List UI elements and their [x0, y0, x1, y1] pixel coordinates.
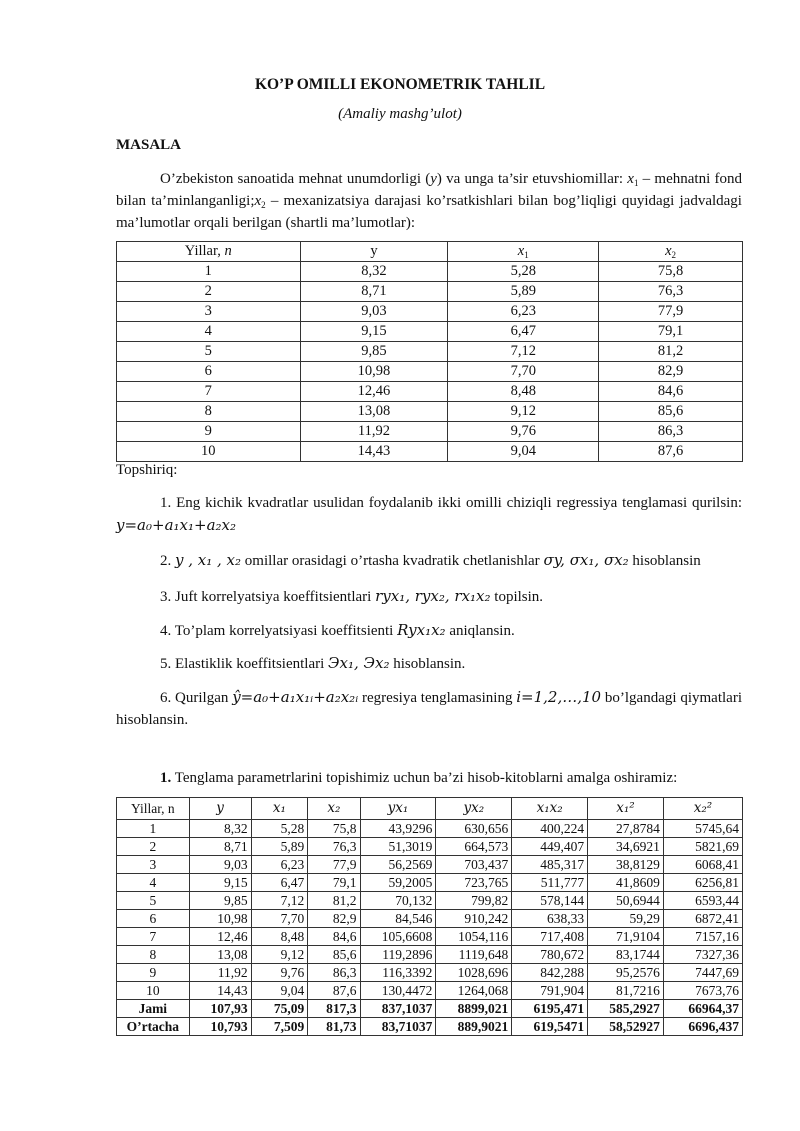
calc-table-cell: 6068,41 — [663, 856, 742, 874]
calc-header-cell: yx₁ — [360, 798, 436, 820]
task-1-text: 1. Eng kichik kvadratlar usulidan foydalanib ikki omilli chiziqli regressiya tenglamasi qurilsin: — [160, 495, 742, 511]
calc-table-cell: 10,98 — [189, 910, 251, 928]
calc-header-cell: y — [189, 798, 251, 820]
calc-table-row — [117, 928, 743, 946]
calc-header-cell: x₁ — [251, 798, 308, 820]
task-5-end: hisoblansin. — [389, 656, 466, 672]
calc-table-cell: 889,9021 — [436, 1018, 512, 1036]
calc-table-cell: 105,6608 — [360, 928, 436, 946]
calc-table-cell: 7673,76 — [663, 982, 742, 1000]
calc-table-cell: 1054,116 — [436, 928, 512, 946]
table-cell: 7,70 — [448, 362, 599, 382]
calc-table-cell: 56,2569 — [360, 856, 436, 874]
calc-table-cell: 6,23 — [251, 856, 308, 874]
calc-table-row — [117, 910, 743, 928]
calc-table-cell: 71,9104 — [588, 928, 664, 946]
calc-table-cell: 81,73 — [308, 1018, 360, 1036]
task-heading: Topshiriq: — [116, 462, 178, 478]
table-row — [117, 342, 743, 362]
calc-table-cell: 6,47 — [251, 874, 308, 892]
table-cell: 6,47 — [448, 322, 599, 342]
calc-header-cell: Yillar, n — [117, 798, 190, 820]
calc-table-cell: 130,4472 — [360, 982, 436, 1000]
calc-table-row — [117, 838, 743, 856]
calc-table-cell: 717,408 — [512, 928, 588, 946]
table-row — [117, 422, 743, 442]
table-cell: 7,12 — [448, 342, 599, 362]
table-cell: 5 — [117, 342, 301, 362]
calc-table-cell: 9,12 — [251, 946, 308, 964]
table-cell: 5,28 — [448, 262, 599, 282]
calc-table-cell: 81,7216 — [588, 982, 664, 1000]
task-4-coef: Ryx₁x₂ — [397, 621, 446, 639]
calc-table-cell: 664,573 — [436, 838, 512, 856]
calc-table-cell: 511,777 — [512, 874, 588, 892]
calc-table-cell: 799,82 — [436, 892, 512, 910]
header-x1: $x_1$ — [448, 242, 599, 262]
table-row — [117, 402, 743, 422]
intro-x1-var: x — [627, 171, 634, 187]
calc-table-cell: 837,1037 — [360, 1000, 436, 1018]
calc-table-cell: 7157,16 — [663, 928, 742, 946]
table-cell: 13,08 — [300, 402, 448, 422]
table-cell: 3 — [117, 302, 301, 322]
table-cell: 9,04 — [448, 442, 599, 462]
table-cell: 7 — [117, 382, 301, 402]
task-2-end: hisoblansin — [628, 553, 701, 569]
calc-table-cell: 77,9 — [308, 856, 360, 874]
calc-table-cell: 6 — [117, 910, 190, 928]
calc-table-cell: 9 — [117, 964, 190, 982]
intro-paragraph — [116, 168, 742, 234]
calc-table-cell: 79,1 — [308, 874, 360, 892]
calc-table-cell: 1 — [117, 820, 190, 838]
calc-table-cell: 6593,44 — [663, 892, 742, 910]
intro-x1-sub: 1 — [633, 178, 639, 188]
table-cell: 81,2 — [599, 342, 743, 362]
table-cell: 76,3 — [599, 282, 743, 302]
calc-table-cell: 1028,696 — [436, 964, 512, 982]
calc-table-cell: 2 — [117, 838, 190, 856]
calc-table-cell: 817,3 — [308, 1000, 360, 1018]
calc-table-cell: 8,48 — [251, 928, 308, 946]
calc-header-cell: x₁x₂ — [512, 798, 588, 820]
intro-text-4: – mexanizatsiya darajasi ko’rsatkishlari bilan bog’liqligi quyidagi jadvaldagi ma’lumotlar orqali berilgan (shartli ma’lumotlar): — [116, 193, 742, 231]
calc-lead-num: 1. — [160, 770, 172, 786]
calc-table-cell: 59,2005 — [360, 874, 436, 892]
calc-table-cell: 75,8 — [308, 820, 360, 838]
calc-table — [116, 797, 743, 1036]
calc-table-cell: 107,93 — [189, 1000, 251, 1018]
table-row — [117, 262, 743, 282]
table-cell: 10,98 — [300, 362, 448, 382]
task-6 — [116, 686, 742, 731]
calc-table-cell: 7,509 — [251, 1018, 308, 1036]
calc-header-cell: x₁² — [588, 798, 664, 820]
table-cell: 9,12 — [448, 402, 599, 422]
calc-table-cell: 9,15 — [189, 874, 251, 892]
calc-table-cell: 578,144 — [512, 892, 588, 910]
calc-table-cell: 9,03 — [189, 856, 251, 874]
task-3-text: 3. Juft korrelyatsiya koeffitsientlari — [160, 589, 376, 605]
calc-table-cell: 66964,37 — [663, 1000, 742, 1018]
task-2-num: 2. — [160, 553, 175, 569]
calc-table-cell: 43,9296 — [360, 820, 436, 838]
calc-table-row — [117, 946, 743, 964]
calc-table-cell: 703,437 — [436, 856, 512, 874]
calc-table-cell: 84,6 — [308, 928, 360, 946]
table-cell: 84,6 — [599, 382, 743, 402]
calc-table-cell: 84,546 — [360, 910, 436, 928]
task-6-mid: regresiya tenglamasining — [358, 690, 517, 706]
intro-x2-var: x — [254, 193, 262, 209]
intro-y-var: y — [430, 171, 437, 187]
task-2 — [116, 549, 742, 572]
calc-table-cell: 6872,41 — [663, 910, 742, 928]
calc-table-cell: 58,52927 — [588, 1018, 664, 1036]
calc-table-cell: 8,32 — [189, 820, 251, 838]
document-title: KO’P OMILLI EKONOMETRIK TAHLIL — [254, 76, 546, 93]
table-cell: 9,76 — [448, 422, 599, 442]
calc-table-cell: 5745,64 — [663, 820, 742, 838]
calc-table-cell: 638,33 — [512, 910, 588, 928]
calc-table-cell: 5,28 — [251, 820, 308, 838]
calc-table-cell: 8 — [117, 946, 190, 964]
calc-lead-text: Tenglama parametrlarini topishimiz uchun ba’zi hisob-kitoblarni amalga oshiramiz: — [171, 770, 678, 786]
calc-header-cell: x₂ — [308, 798, 360, 820]
table-cell: 11,92 — [300, 422, 448, 442]
table-row — [117, 382, 743, 402]
task-3-coefs: ryx₁, ryx₂, rx₁x₂ — [375, 587, 491, 605]
task-4 — [116, 619, 742, 642]
calc-table-cell: 83,1744 — [588, 946, 664, 964]
calc-total-row — [117, 1018, 743, 1036]
calc-table-cell: 7327,36 — [663, 946, 742, 964]
calc-table-cell: 70,132 — [360, 892, 436, 910]
calc-table-header — [117, 798, 743, 820]
calc-table-cell: 95,2576 — [588, 964, 664, 982]
task-2-vars: y , x₁ , x₂ — [175, 551, 242, 569]
calc-table-cell: 7,12 — [251, 892, 308, 910]
header-x2: $x_2$ — [599, 242, 743, 262]
calc-table-cell: 6256,81 — [663, 874, 742, 892]
table-cell: 8 — [117, 402, 301, 422]
task-6-text: 6. Qurilgan — [160, 690, 233, 706]
header-years: Yillar, n — [117, 242, 301, 262]
calc-table-cell: 11,92 — [189, 964, 251, 982]
calc-table-row — [117, 964, 743, 982]
table-cell: 82,9 — [599, 362, 743, 382]
table-cell: 9,85 — [300, 342, 448, 362]
calc-table-cell: 86,3 — [308, 964, 360, 982]
calc-table-cell: 8899,021 — [436, 1000, 512, 1018]
table-cell: 10 — [117, 442, 301, 462]
calc-table-cell: 14,43 — [189, 982, 251, 1000]
table-row — [117, 302, 743, 322]
calc-table-cell: 1119,648 — [436, 946, 512, 964]
task-5-text: 5. Elastiklik koeffitsientlari — [160, 656, 329, 672]
calc-table-cell: 3 — [117, 856, 190, 874]
task-4-end: aniqlansin. — [445, 623, 515, 639]
calc-table-cell: 50,6944 — [588, 892, 664, 910]
table-row — [117, 322, 743, 342]
calc-table-row — [117, 856, 743, 874]
calc-table-cell: 9,04 — [251, 982, 308, 1000]
calc-table-cell: 51,3019 — [360, 838, 436, 856]
calc-table-cell: 85,6 — [308, 946, 360, 964]
data-table — [116, 241, 743, 462]
table-cell: 5,89 — [448, 282, 599, 302]
calc-table-cell: 87,6 — [308, 982, 360, 1000]
calc-table-cell: 81,2 — [308, 892, 360, 910]
calc-table-cell: 27,8784 — [588, 820, 664, 838]
calc-table-cell: 5821,69 — [663, 838, 742, 856]
calc-table-cell: 485,317 — [512, 856, 588, 874]
calc-table-cell: 12,46 — [189, 928, 251, 946]
calc-table-row — [117, 982, 743, 1000]
calc-lead — [160, 770, 677, 787]
calc-table-cell: 5,89 — [251, 838, 308, 856]
calc-table-row — [117, 874, 743, 892]
calc-table-row — [117, 892, 743, 910]
calc-table-cell: 38,8129 — [588, 856, 664, 874]
calc-table-cell: 119,2896 — [360, 946, 436, 964]
calc-table-row — [117, 820, 743, 838]
table-row — [117, 282, 743, 302]
task-1 — [116, 492, 742, 537]
table-cell: 79,1 — [599, 322, 743, 342]
calc-table-cell: 7,70 — [251, 910, 308, 928]
calc-table-cell: 630,656 — [436, 820, 512, 838]
calc-header-cell: x₂² — [663, 798, 742, 820]
table-cell: 85,6 — [599, 402, 743, 422]
document-subtitle: (Amaliy mashg’ulot) — [338, 106, 462, 122]
table-cell: 9,15 — [300, 322, 448, 342]
calc-table-cell: 9,76 — [251, 964, 308, 982]
table-cell: 87,6 — [599, 442, 743, 462]
calc-table-cell: 34,6921 — [588, 838, 664, 856]
task-3-end: topilsin. — [490, 589, 544, 605]
table-cell: 4 — [117, 322, 301, 342]
calc-table-cell: 4 — [117, 874, 190, 892]
calc-table-cell: 83,71037 — [360, 1018, 436, 1036]
calc-table-cell: 400,224 — [512, 820, 588, 838]
table-cell: 8,48 — [448, 382, 599, 402]
table-cell: 6,23 — [448, 302, 599, 322]
calc-table-cell: 7 — [117, 928, 190, 946]
table-row — [117, 442, 743, 462]
calc-header-cell: yx₂ — [436, 798, 512, 820]
calc-table-cell: 75,09 — [251, 1000, 308, 1018]
calc-table-cell: 82,9 — [308, 910, 360, 928]
calc-table-cell: 780,672 — [512, 946, 588, 964]
task-5 — [116, 652, 742, 675]
table-cell: 6 — [117, 362, 301, 382]
calc-table-cell: 10,793 — [189, 1018, 251, 1036]
calc-table-cell: 76,3 — [308, 838, 360, 856]
table-cell: 77,9 — [599, 302, 743, 322]
calc-table-cell: 59,29 — [588, 910, 664, 928]
calc-table-cell: 619,5471 — [512, 1018, 588, 1036]
table-cell: 1 — [117, 262, 301, 282]
task-1-formula: y=a₀+a₁x₁+a₂x₂ — [116, 516, 236, 534]
task-6-formula: ŷ=a₀+a₁x₁ᵢ+a₂x₂ᵢ — [232, 688, 359, 706]
calc-table-cell: 9,85 — [189, 892, 251, 910]
calc-table-cell: 1264,068 — [436, 982, 512, 1000]
intro-x2-sub: 2 — [261, 200, 266, 210]
header-y: y — [300, 242, 448, 262]
table-row — [117, 362, 743, 382]
calc-table-cell: 13,08 — [189, 946, 251, 964]
task-5-coefs: Эx₁, Эx₂ — [328, 654, 390, 672]
calc-table-cell: 10 — [117, 982, 190, 1000]
calc-total-row — [117, 1000, 743, 1018]
table-cell: 86,3 — [599, 422, 743, 442]
task-3 — [116, 585, 742, 608]
table-cell: 75,8 — [599, 262, 743, 282]
table-cell: 14,43 — [300, 442, 448, 462]
calc-table-cell: 723,765 — [436, 874, 512, 892]
calc-table-cell: 842,288 — [512, 964, 588, 982]
calc-table-cell: 791,904 — [512, 982, 588, 1000]
calc-table-cell: 8,71 — [189, 838, 251, 856]
task-4-text: 4. To’plam korrelyatsiyasi koeffitsienti — [160, 623, 398, 639]
calc-table-cell: 41,8609 — [588, 874, 664, 892]
intro-text-3: – mehnatni fond bilan ta’minlanganligi; — [116, 171, 742, 209]
task-2-text: omillar orasidagi o’rtasha kvadratik chetlanishlar — [241, 553, 544, 569]
calc-table-cell: 5 — [117, 892, 190, 910]
table-cell: 8,32 — [300, 262, 448, 282]
task-6-index: i=1,2,…,10 — [516, 688, 602, 706]
calc-table-cell: O’rtacha — [117, 1018, 190, 1036]
task-2-sigmas: σy, σx₁, σx₂ — [543, 551, 629, 569]
calc-table-cell: 910,242 — [436, 910, 512, 928]
calc-table-cell: 6696,437 — [663, 1018, 742, 1036]
intro-text-1: O’zbekiston sanoatida mehnat unumdorligi ( — [160, 171, 431, 187]
calc-table-cell: 6195,471 — [512, 1000, 588, 1018]
calc-table-cell: 585,2927 — [588, 1000, 664, 1018]
table-cell: 9 — [117, 422, 301, 442]
task-6-end: bo’lgandagi qiymatlari hisoblansin. — [116, 690, 742, 728]
intro-text-2: ) va unga ta’sir etuvshiomillar: — [436, 171, 628, 187]
calc-table-cell: 449,407 — [512, 838, 588, 856]
data-table-header — [117, 242, 743, 262]
table-cell: 9,03 — [300, 302, 448, 322]
section-label: MASALA — [116, 137, 182, 153]
calc-table-cell: 7447,69 — [663, 964, 742, 982]
table-cell: 12,46 — [300, 382, 448, 402]
table-cell: 2 — [117, 282, 301, 302]
table-cell: 8,71 — [300, 282, 448, 302]
calc-table-cell: Jami — [117, 1000, 190, 1018]
calc-table-cell: 116,3392 — [360, 964, 436, 982]
